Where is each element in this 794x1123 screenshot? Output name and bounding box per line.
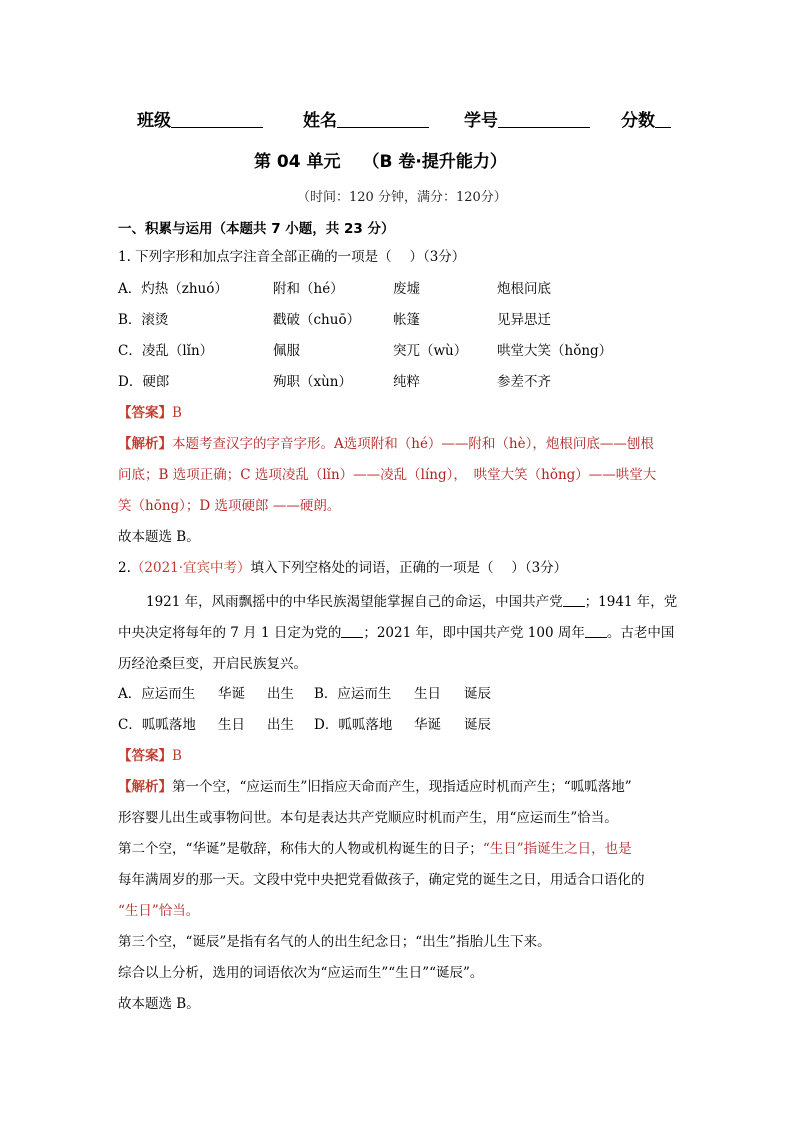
class-field — [137, 106, 263, 131]
q2-option-c2: 生日 — [218, 717, 245, 733]
q2-passage — [118, 587, 678, 680]
q2-analysis-text1: 第一个空，“应运而生”旧指应天命而产生，现指适应时机而产生；“呱呱落地” — [172, 779, 632, 795]
q2-analysis-line1 — [118, 777, 632, 797]
q2-stem-text: 填入下列空格处的词语，正确的一项是（ ）（3分） — [250, 560, 568, 576]
q2-analysis-line3 — [118, 839, 632, 859]
q2-option-c: C．呱呱落地 — [118, 717, 196, 733]
q1-analysis-line1 — [118, 434, 654, 454]
q2-source: （2021·宜宾中考） — [130, 560, 251, 576]
q2-answer — [118, 746, 182, 766]
q2-option-a: A．应运而生 — [118, 686, 196, 702]
q1-option-b4: 见异思迁 — [497, 312, 551, 328]
student-id-field — [464, 106, 590, 131]
q2-option-d: D．呱呱落地 — [314, 717, 393, 733]
title-main: 第 04 单元 — [254, 152, 341, 172]
q1-option-d3: 纯粹 — [393, 374, 420, 390]
q1-conclusion: 故本题选 B。 — [118, 529, 200, 545]
name-label: 姓名 — [303, 111, 337, 131]
q2-passage-p3: ；2021 年，即中国共产党 100 周年 — [363, 625, 585, 641]
q2-option-d2: 华诞 — [414, 717, 441, 733]
student-id-blank — [498, 110, 590, 128]
q1-answer — [118, 403, 182, 423]
time-info: （时间：120 分钟，满分：120分） — [297, 190, 507, 205]
q1-option-c4: 哄堂大笑（hǒng） — [497, 343, 613, 359]
q1-option-c3: 突兀（wù） — [393, 343, 468, 359]
page-title — [254, 147, 507, 172]
q2-blank-3 — [585, 623, 607, 638]
q2-analysis-line4: 每年满周岁的那一天。文段中党中央把党看做孩子，确定党的诞生之日，用适合口语化的 — [118, 872, 645, 888]
q2-passage-p2: ；1941 年，党中央决定将每年的 7 月 1 日定为党的 — [118, 594, 678, 641]
q2-option-a3: 出生 — [267, 686, 294, 702]
q1-option-d4: 参差不齐 — [497, 374, 551, 390]
class-blank — [171, 110, 263, 128]
q2-option-b2: 生日 — [414, 686, 441, 702]
q1-analysis-label: 【解析】 — [118, 436, 172, 452]
q2-stem — [118, 558, 567, 578]
q2-option-a2: 华诞 — [218, 686, 245, 702]
q2-option-d3: 诞辰 — [464, 717, 491, 733]
q2-blank-2 — [341, 623, 363, 638]
q1-option-d1: D．硬郎 — [118, 374, 170, 390]
q2-passage-p1: 1921 年，风雨飘摇中的中华民族渴望能掌握自己的命运，中国共产党 — [146, 594, 563, 610]
q1-option-b2: 戳破（chuō） — [273, 312, 361, 328]
q1-option-c2: 佩服 — [273, 343, 300, 359]
q2-passage-p4: 。古老中国历经沧桑巨变，开启民族复兴。 — [118, 625, 675, 672]
q2-analysis-text3b: “生日”指诞生之日，也是 — [482, 841, 632, 857]
name-blank — [337, 110, 429, 128]
title-sub: （B 卷·提升能力） — [362, 152, 507, 172]
q1-option-c1: C．凌乱（lǐn） — [118, 343, 214, 359]
q2-analysis-line6: 第三个空，“诞辰”是指有名气的人的出生纪念日；“出生”指胎儿生下来。 — [118, 934, 551, 950]
q1-answer-label: 【答案】 — [118, 405, 172, 421]
q2-answer-value: B — [172, 748, 182, 764]
q1-option-a3: 废墟 — [393, 281, 420, 297]
name-field — [303, 106, 429, 131]
q1-answer-value: B — [172, 405, 182, 421]
score-field — [621, 106, 671, 131]
score-label: 分数 — [621, 111, 655, 131]
q1-analysis-line3: 笑（hōng）；D 选项硬郎 ——硬朗。 — [118, 498, 341, 514]
q2-number: 2. — [118, 560, 131, 576]
q2-analysis-line2: 形容婴儿出生或事物问世。本句是表达共产党顺应时机而产生，用“应运而生”恰当。 — [118, 810, 618, 826]
q1-analysis-line2: 问底；B 选项正确；C 选项凌乱（lǐn）——凌乱（líng）， 哄堂大笑（hǒng）——哄堂大 — [118, 467, 657, 483]
q2-answer-label: 【答案】 — [118, 748, 172, 764]
q1-option-d2: 殉职（xùn） — [273, 374, 353, 390]
q1-option-b1: B．滚烫 — [118, 312, 169, 328]
q2-conclusion: 故本题选 B。 — [118, 996, 200, 1012]
q1-option-a4: 炮根问底 — [497, 281, 551, 297]
q1-stem: 1. 下列字形和加点字注音全部正确的一项是（ ）（3分） — [118, 249, 466, 265]
class-label: 班级 — [137, 111, 171, 131]
q2-analysis-line7: 综合以上分析，选用的词语依次为“应运而生”“生日”“诞辰”。 — [118, 965, 484, 981]
q2-option-c3: 出生 — [267, 717, 294, 733]
student-id-label: 学号 — [464, 111, 498, 131]
q1-option-a1: A．灼热（zhuó） — [118, 281, 228, 297]
q2-analysis-label: 【解析】 — [118, 779, 172, 795]
q2-option-b: B．应运而生 — [314, 686, 392, 702]
q2-option-b3: 诞辰 — [464, 686, 491, 702]
q2-analysis-text3a: 第二个空，“华诞”是敬辞，称伟大的人物或机构诞生的日子； — [118, 841, 483, 857]
score-blank — [655, 110, 671, 128]
section-heading: 一、积累与运用（本题共 7 小题，共 23 分） — [118, 221, 395, 237]
q2-blank-1 — [563, 592, 585, 607]
q2-analysis-line5: “生日”恰当。 — [118, 903, 200, 919]
q1-analysis-text1: 本题考查汉字的字音字形。A选项附和（hé）——附和（hè），炮根问底——刨根 — [172, 436, 654, 452]
q1-option-a2: 附和（hé） — [273, 281, 344, 297]
q1-option-b3: 帐篷 — [393, 312, 420, 328]
